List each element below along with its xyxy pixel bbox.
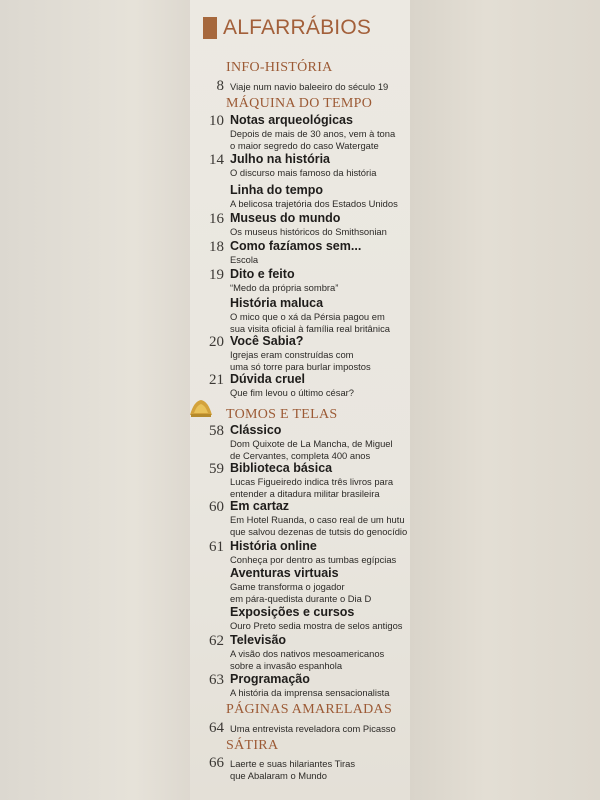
entry-description: Uma entrevista reveladora com Picasso: [230, 723, 396, 734]
section-title-maquina-do-tempo: MÁQUINA DO TEMPO: [226, 96, 373, 111]
entry-title: Julho na história: [230, 152, 331, 166]
ornament-icon: [188, 397, 214, 419]
entry-description-line: que salvou dezenas de tutsis do genocídio: [230, 525, 408, 537]
entry-description-line: entender a ditadura militar brasileira: [230, 487, 380, 499]
entry-title: Biblioteca básica: [230, 461, 333, 475]
entry-description-line-2: que Abalaram o Mundo: [230, 769, 327, 781]
entry-description-line: Igrejas eram construídas com: [230, 349, 354, 360]
entry-description-line: Escola: [230, 254, 259, 265]
page-number: 20: [209, 334, 224, 350]
entry-title: Dito e feito: [230, 267, 295, 281]
right-page-margin: [410, 0, 600, 800]
header-title: ALFARRÁBIOS: [223, 16, 372, 39]
entry-title: História online: [230, 539, 317, 553]
entry-description-line: A belicosa trajetória dos Estados Unidos: [230, 198, 398, 209]
page-number: 60: [209, 499, 224, 515]
entry-description-line: O mico que o xá da Pérsia pagou em: [230, 311, 385, 322]
page-number: 66: [209, 755, 224, 771]
section-title-tomos-e-telas: TOMOS E TELAS: [226, 407, 338, 422]
entry-title: História maluca: [230, 296, 324, 310]
entry-title: Clássico: [230, 423, 282, 437]
entry-description-line: Game transforma o jogador: [230, 581, 345, 592]
entry-description-line: de Cervantes, completa 400 anos: [230, 449, 371, 461]
page-number: 59: [209, 461, 224, 477]
page-number: 16: [209, 211, 224, 227]
entry-description-line: sobre a invasão espanhola: [230, 659, 343, 671]
entry-description-line: O discurso mais famoso da história: [230, 167, 377, 178]
entry-title: Notas arqueológicas: [230, 113, 353, 127]
entry-description-line: Dom Quixote de La Mancha, de Miguel: [230, 438, 393, 449]
entry-title: Você Sabia?: [230, 334, 304, 348]
entry-description-line: em pára-quedista durante o Dia D: [230, 592, 372, 604]
entry-description-line: uma só torre para burlar impostos: [230, 360, 371, 372]
entry-description: Viaje num navio baleeiro do século 19: [230, 81, 389, 92]
entry-description-line-1: Laerte e suas hilariantes Tiras: [230, 758, 356, 769]
section-title-info-historia: INFO-HISTÓRIA: [226, 60, 333, 75]
entry-title: Aventuras virtuais: [230, 566, 339, 580]
page-number: 21: [209, 372, 224, 388]
entry-description-line: Depois de mais de 30 anos, vem à tona: [230, 128, 396, 139]
header-square-icon: [203, 17, 217, 39]
section-title-paginas-amareladas: PÁGINAS AMARELADAS: [226, 702, 393, 717]
entry-title: Linha do tempo: [230, 183, 324, 197]
page-number: 19: [209, 267, 224, 283]
page-number: 58: [209, 423, 224, 439]
entry-title: Televisão: [230, 633, 287, 647]
page-number: 62: [209, 633, 224, 649]
entry-description-line: Em Hotel Ruanda, o caso real de um hutu: [230, 514, 405, 525]
entry-description-line: Os museus históricos do Smithsonian: [230, 226, 387, 237]
entry-description-line: Conheça por dentro as tumbas egípcias: [230, 554, 397, 565]
entry-title: Como fazíamos sem...: [230, 239, 362, 253]
entry-title: Programação: [230, 672, 310, 686]
entry-description-line: Lucas Figueiredo indica três livros para: [230, 476, 394, 487]
left-page-margin: [0, 0, 192, 800]
entry-description-line: A visão dos nativos mesoamericanos: [230, 648, 385, 659]
entry-description-line: A história da imprensa sensacionalista: [230, 687, 390, 698]
entry-description-line: Que fim levou o último césar?: [230, 387, 355, 398]
page-number: 64: [209, 720, 224, 736]
page-number: 18: [209, 239, 224, 255]
entry-description-line: sua visita oficial à família real britânica: [230, 322, 390, 334]
entry-title: Em cartaz: [230, 499, 290, 513]
entry-title: Dúvida cruel: [230, 372, 306, 386]
page-number: 14: [209, 152, 224, 168]
section-header: [203, 16, 371, 40]
page-number: 63: [209, 672, 224, 688]
entry-description-line: o maior segredo do caso Watergate: [230, 139, 379, 151]
page-number: 61: [209, 539, 224, 555]
entry-description-line: “Medo da própria sombra”: [230, 282, 339, 293]
entry-title: Exposições e cursos: [230, 605, 355, 619]
entry-title: Museus do mundo: [230, 211, 341, 225]
section-title-satira: SÁTIRA: [226, 738, 279, 753]
page-number: 10: [209, 113, 224, 129]
entry-description-line: Ouro Preto sedia mostra de selos antigos: [230, 620, 403, 631]
page-number: 8: [216, 78, 224, 94]
